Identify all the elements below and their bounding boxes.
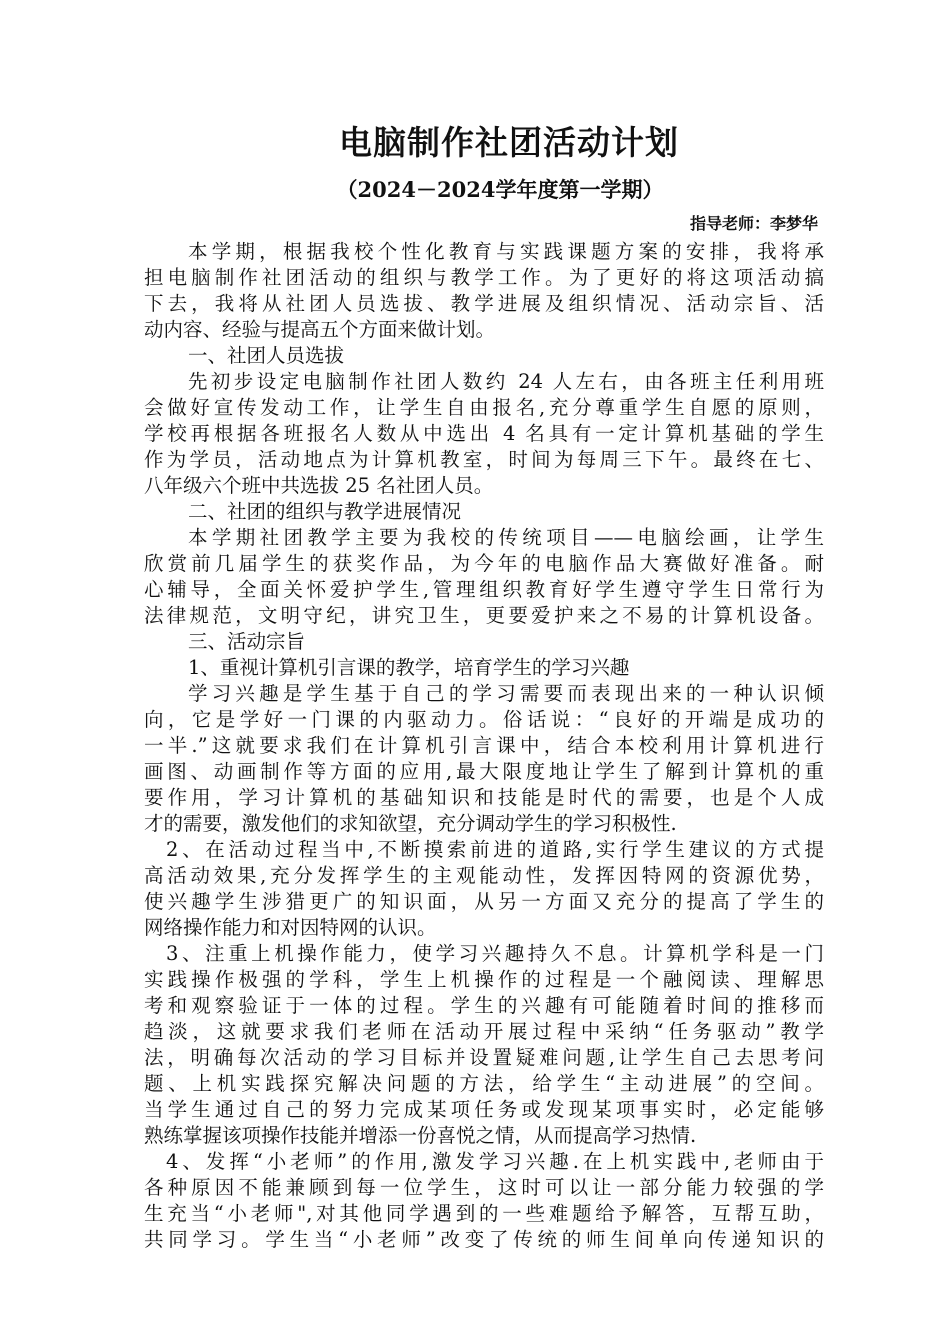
text-line: 要作用，学习计算机的基础知识和技能是时代的需要，也是个人成 — [144, 786, 824, 809]
text-line: 二、社团的组织与教学进展情况 — [188, 500, 462, 523]
text-line: 欣赏前几届学生的获奖作品，为今年的电脑作品大赛做好准备。耐 — [144, 552, 824, 575]
text-line: 趋淡，这就要求我们老师在活动开展过程中采纳“任务驱动”教学 — [144, 1020, 824, 1043]
text-line: 作为学员，活动地点为计算机教室，时间为每周三下午。最终在七、 — [144, 448, 824, 471]
text-line: 下去，我将从社团人员选拔、教学进展及组织情况、活动宗旨、活 — [144, 292, 824, 315]
body-text — [144, 239, 824, 1253]
text-line: 动内容、经验与提高五个方面来做计划。 — [144, 318, 496, 341]
text-line: 生充当“小老师",对其他同学遇到的一些难题给予解答，互帮互助， — [144, 1202, 824, 1225]
text-line: 画图、动画制作等方面的应用,最大限度地让学生了解到计算机的重 — [144, 760, 824, 783]
text-line: 法，明确每次活动的学习目标并设置疑难问题,让学生自己去思考问 — [144, 1046, 824, 1069]
text-line: 使兴趣学生涉猎更广的知识面，从另一方面又充分的提高了学生的 — [144, 890, 824, 913]
text-line: 本学期，根据我校个性化教育与实践课题方案的安排，我将承 — [188, 240, 824, 263]
text-line: 熟练掌握该项操作技能并增添一份喜悦之情，从而提高学习热情. — [144, 1124, 697, 1147]
text-line: 3、注重上机操作能力，使学习兴趣持久不息。计算机学科是一门 — [166, 942, 824, 965]
text-line: 心辅导，全面关怀爱护学生,管理组织教育好学生遵守学生日常行为 — [144, 578, 824, 601]
text-line: 高活动效果,充分发挥学生的主观能动性，发挥因特网的资源优势， — [144, 864, 824, 887]
text-line: 4、发挥“小老师”的作用,激发学习兴趣.在上机实践中,老师由于 — [166, 1150, 824, 1173]
text-line: 学校再根据各班报名人数从中选出 4 名具有一定计算机基础的学生 — [144, 422, 824, 445]
text-line: 向，它是学好一门课的内驱动力。俗话说：“良好的开端是成功的 — [144, 708, 824, 731]
text-line: 担电脑制作社团活动的组织与教学工作。为了更好的将这项活动搞 — [144, 266, 824, 289]
text-line: 学习兴趣是学生基于自己的学习需要而表现出来的一种认识倾 — [188, 682, 824, 705]
text-line: 网络操作能力和对因特网的认识。 — [144, 916, 437, 939]
advisor-line: 指导老师：李梦华 — [689, 214, 818, 233]
text-line: 一、社团人员选拔 — [188, 344, 345, 367]
text-line: 法律规范，文明守纪，讲究卫生，更要爱护来之不易的计算机设备。 — [144, 604, 824, 627]
text-line: 题、上机实践探究解决问题的方法，给学生“主动进展”的空间。 — [144, 1072, 824, 1095]
text-line: 才的需要，激发他们的求知欲望，充分调动学生的学习积极性. — [144, 812, 677, 835]
text-line: 实践操作极强的学科，学生上机操作的过程是一个融阅读、理解思 — [144, 968, 824, 991]
text-line: 各种原因不能兼顾到每一位学生，这时可以让一部分能力较强的学 — [144, 1176, 824, 1199]
text-line: 三、活动宗旨 — [188, 630, 306, 653]
text-line: 本学期社团教学主要为我校的传统项目——电脑绘画，让学生 — [188, 526, 824, 549]
text-line: 先初步设定电脑制作社团人数约 24 人左右，由各班主任利用班 — [188, 370, 824, 393]
text-line: 1、重视计算机引言课的教学，培育学生的学习兴趣 — [188, 656, 630, 679]
text-line: 当学生通过自己的努力完成某项任务或发现某项事实时，必定能够 — [144, 1098, 824, 1121]
document-subtitle: （2024－2024学年度第一学期） — [336, 177, 664, 202]
text-line: 2、在活动过程当中,不断摸索前进的道路,实行学生建议的方式提 — [166, 838, 824, 861]
text-line: 会做好宣传发动工作，让学生自由报名,充分尊重学生自愿的原则， — [144, 396, 824, 419]
text-line: 八年级六个班中共选拔 25 名社团人员。 — [144, 474, 494, 497]
text-line: 共同学习。学生当“小老师”改变了传统的师生间单向传递知识的 — [144, 1228, 824, 1251]
text-line: 考和观察验证于一体的过程。学生的兴趣有可能随着时间的推移而 — [144, 994, 824, 1017]
document-title: 电脑制作社团活动计划 — [339, 123, 679, 162]
text-line: 一半.”这就要求我们在计算机引言课中，结合本校利用计算机进行 — [144, 734, 824, 757]
